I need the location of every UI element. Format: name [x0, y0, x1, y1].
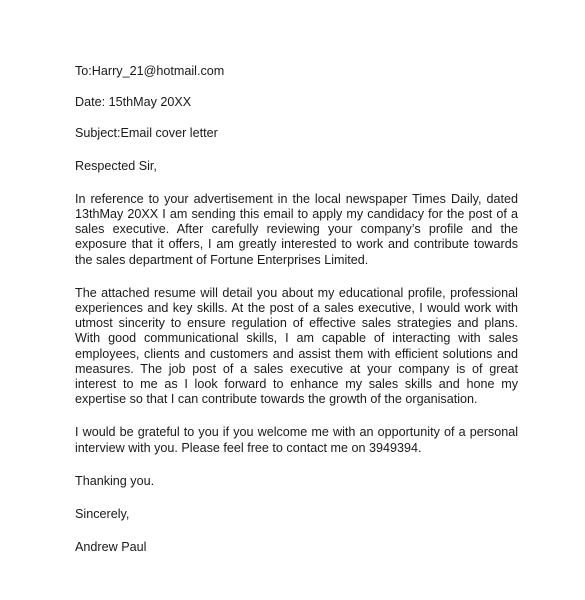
- body-paragraph-3: I would be grateful to you if you welcome me with an opportunity of a personal interview with you. Please feel free to contact me on 3949394.: [75, 425, 518, 455]
- salutation: Respected Sir,: [75, 158, 157, 173]
- subject-line: Subject:Email cover letter: [75, 126, 218, 141]
- cover-letter: [75, 64, 518, 555]
- date-line: Date: 15thMay 20XX: [75, 95, 192, 110]
- closing-line: Sincerely,: [75, 507, 130, 522]
- body-paragraph-1: In reference to your advertisement in the local newspaper Times Daily, dated 13thMay 20XX I am sending this email to apply my candidacy for the post of a sales executive. After carefully reviewing your company’s profile and the exposure that it offers, I am greatly interested to work and contribute towards the sales department of Fortune Enterprises Limited.: [75, 191, 518, 267]
- thanks-line: Thanking you.: [75, 473, 155, 488]
- recipient-line: To:Harry_21@hotmail.com: [75, 64, 225, 78]
- signature-name: Andrew Paul: [75, 540, 147, 555]
- body-paragraph-2: The attached resume will detail you about my educational profile, professional experiences and key skills. At the post of a sales executive, I would work with utmost sincerity to ensure regulation of effective sales strategies and plans. With good communicational skills, I am capable of interacting with sales employees, clients and customers and assist them with efficient solutions and measures. The job post of a sales executive at your company is of great interest to me as I look forward to enhance my sales skills and hone my expertise so that I can contribute towards the growth of the organisation.: [75, 285, 518, 407]
